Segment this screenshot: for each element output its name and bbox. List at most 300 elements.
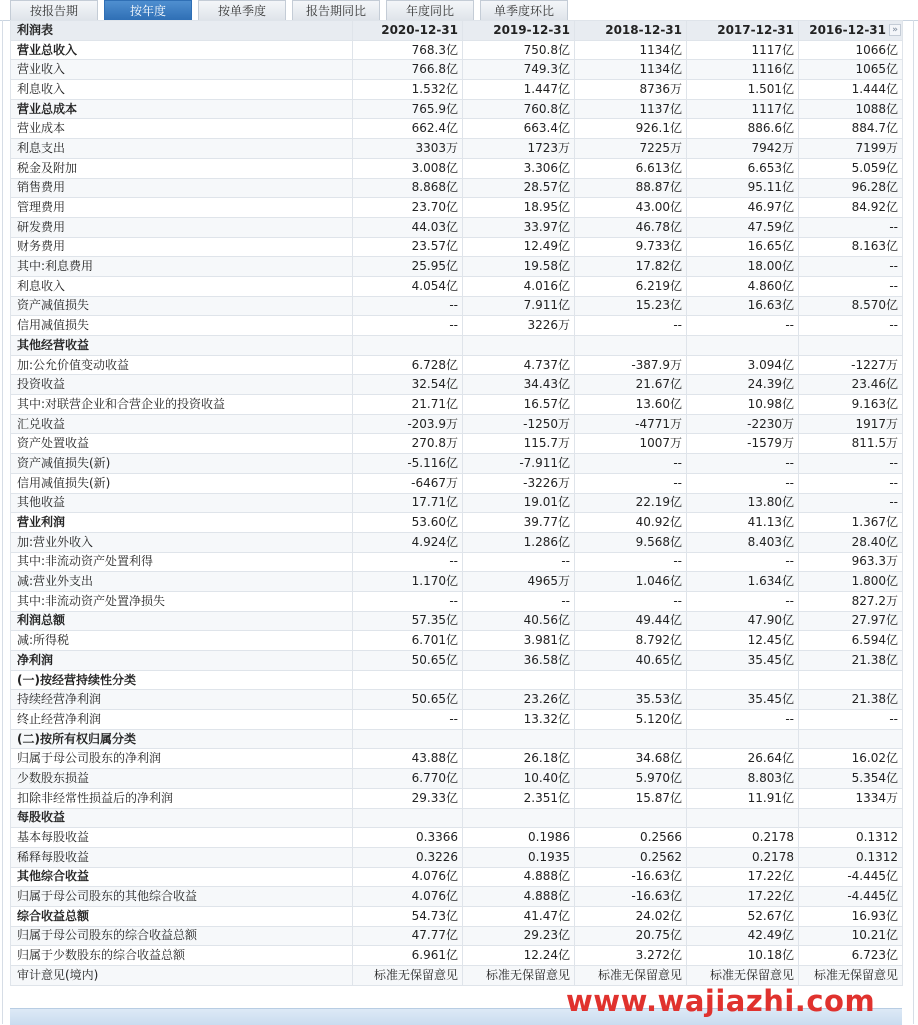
cell-value: -- (353, 552, 463, 572)
cell-value: -- (799, 316, 903, 336)
cell-value: 3226万 (463, 316, 575, 336)
cell-value: 47.77亿 (353, 926, 463, 946)
table-row (11, 99, 903, 119)
cell-value: 13.80亿 (687, 493, 799, 513)
cell-value: 24.39亿 (687, 375, 799, 395)
cell-value: 13.32亿 (463, 710, 575, 730)
cell-value: 7.911亿 (463, 296, 575, 316)
cell-value: -- (799, 276, 903, 296)
row-label: 持续经营净利润 (11, 690, 353, 710)
cell-value: 7942万 (687, 139, 799, 159)
cell-value: 16.93亿 (799, 906, 903, 926)
cell-value (575, 729, 687, 749)
cell-value (575, 670, 687, 690)
cell-value: -- (353, 591, 463, 611)
cell-value: 21.71亿 (353, 395, 463, 415)
cell-value: 28.57亿 (463, 178, 575, 198)
cell-value: 3.094亿 (687, 355, 799, 375)
cell-value: -- (799, 493, 903, 513)
cell-value: 4.016亿 (463, 276, 575, 296)
cell-value: 34.43亿 (463, 375, 575, 395)
cell-value: 43.88亿 (353, 749, 463, 769)
table-row (11, 493, 903, 513)
row-label: 其他经营收益 (11, 336, 353, 356)
cell-value: 40.65亿 (575, 651, 687, 671)
cell-value: 22.19亿 (575, 493, 687, 513)
cell-value: 1917万 (799, 414, 903, 434)
cell-value: 0.1312 (799, 847, 903, 867)
cell-value: 28.40亿 (799, 532, 903, 552)
cell-value: 4.076亿 (353, 867, 463, 887)
row-label: 汇兑收益 (11, 414, 353, 434)
cell-value: -- (687, 473, 799, 493)
cell-value: 6.653亿 (687, 158, 799, 178)
cell-value: 1116亿 (687, 60, 799, 80)
row-label: 其他综合收益 (11, 867, 353, 887)
cell-value: 17.71亿 (353, 493, 463, 513)
row-label: 稀释每股收益 (11, 847, 353, 867)
cell-value: 17.22亿 (687, 887, 799, 907)
cell-value: 95.11亿 (687, 178, 799, 198)
cell-value: 39.77亿 (463, 513, 575, 533)
row-label: 投资收益 (11, 375, 353, 395)
cell-value: 1723万 (463, 139, 575, 159)
table-row (11, 375, 903, 395)
row-label: 减:营业外支出 (11, 572, 353, 592)
cell-value: 1137亿 (575, 99, 687, 119)
cell-value: 12.24亿 (463, 946, 575, 966)
cell-value: -- (353, 710, 463, 730)
cell-value: 16.65亿 (687, 237, 799, 257)
cell-value: 49.44亿 (575, 611, 687, 631)
cell-value: -- (799, 473, 903, 493)
cell-value (687, 808, 799, 828)
row-label: 归属于少数股东的综合收益总额 (11, 946, 353, 966)
table-row (11, 611, 903, 631)
table-row (11, 316, 903, 336)
table-row (11, 119, 903, 139)
table-row (11, 60, 903, 80)
cell-value: 827.2万 (799, 591, 903, 611)
table-row (11, 828, 903, 848)
cell-value (463, 336, 575, 356)
table-title: 利润表 (11, 21, 353, 41)
cell-value: 8.803亿 (687, 769, 799, 789)
cell-value: 9.163亿 (799, 395, 903, 415)
cell-value: 41.13亿 (687, 513, 799, 533)
cell-value: 884.7亿 (799, 119, 903, 139)
table-body (11, 40, 903, 985)
table-row (11, 80, 903, 100)
cell-value: 9.733亿 (575, 237, 687, 257)
cell-value: 25.95亿 (353, 257, 463, 277)
tab-by-year[interactable]: 按年度 (104, 0, 192, 20)
row-label: 利息收入 (11, 80, 353, 100)
cell-value: 6.728亿 (353, 355, 463, 375)
cell-value: 3.981亿 (463, 631, 575, 651)
table-row (11, 414, 903, 434)
table-row (11, 473, 903, 493)
tab-by-single-quarter[interactable]: 按单季度 (198, 0, 286, 20)
cell-value: -16.63亿 (575, 867, 687, 887)
cell-value: 4.924亿 (353, 532, 463, 552)
cell-value: 16.63亿 (687, 296, 799, 316)
cell-value: 749.3亿 (463, 60, 575, 80)
cell-value: -- (463, 591, 575, 611)
cell-value: 27.97亿 (799, 611, 903, 631)
cell-value: 18.00亿 (687, 257, 799, 277)
row-label: 终止经营净利润 (11, 710, 353, 730)
cell-value: -- (687, 552, 799, 572)
cell-value: 4.860亿 (687, 276, 799, 296)
cell-value: 46.78亿 (575, 217, 687, 237)
double-chevron-right-icon[interactable]: » (889, 24, 901, 36)
cell-value (575, 336, 687, 356)
cell-value: 12.49亿 (463, 237, 575, 257)
table-row (11, 217, 903, 237)
cell-value: 6.219亿 (575, 276, 687, 296)
cell-value: 26.18亿 (463, 749, 575, 769)
row-label: 管理费用 (11, 198, 353, 218)
cell-value: 32.54亿 (353, 375, 463, 395)
table-row (11, 847, 903, 867)
tab-by-report-period[interactable]: 按报告期 (10, 0, 98, 20)
cell-value: 760.8亿 (463, 99, 575, 119)
cell-value: 0.3366 (353, 828, 463, 848)
column-header: 2020-12-31 (353, 21, 463, 41)
table-header-row (11, 21, 903, 41)
cell-value: 4.888亿 (463, 867, 575, 887)
cell-value: -16.63亿 (575, 887, 687, 907)
cell-value: 0.2566 (575, 828, 687, 848)
cell-value: -203.9万 (353, 414, 463, 434)
cell-value: 43.00亿 (575, 198, 687, 218)
row-label: 利息支出 (11, 139, 353, 159)
cell-value: 750.8亿 (463, 40, 575, 60)
cell-value: -- (353, 296, 463, 316)
cell-value: 6.961亿 (353, 946, 463, 966)
table-row (11, 651, 903, 671)
cell-value: 标准无保留意见 (687, 966, 799, 986)
cell-value (353, 336, 463, 356)
table-row (11, 769, 903, 789)
cell-value: -- (799, 257, 903, 277)
cell-value: 6.770亿 (353, 769, 463, 789)
cell-value: 15.87亿 (575, 788, 687, 808)
table-row (11, 40, 903, 60)
cell-value: 1.367亿 (799, 513, 903, 533)
table-row (11, 946, 903, 966)
row-label: 归属于母公司股东的净利润 (11, 749, 353, 769)
row-label: 营业利润 (11, 513, 353, 533)
tab-report-period-yoy[interactable]: 报告期同比 (292, 0, 380, 20)
row-label: 综合收益总额 (11, 906, 353, 926)
cell-value: 2.351亿 (463, 788, 575, 808)
cell-value: 标准无保留意见 (799, 966, 903, 986)
cell-value: 5.970亿 (575, 769, 687, 789)
row-label: 资产减值损失 (11, 296, 353, 316)
cell-value: 9.568亿 (575, 532, 687, 552)
table-row (11, 670, 903, 690)
column-header (799, 21, 903, 41)
cell-value: 23.26亿 (463, 690, 575, 710)
cell-value: 7199万 (799, 139, 903, 159)
table-row (11, 552, 903, 572)
cell-value: -- (687, 454, 799, 474)
row-label: 减:所得税 (11, 631, 353, 651)
cell-value: 1088亿 (799, 99, 903, 119)
cell-value: 11.91亿 (687, 788, 799, 808)
cell-value: 0.3226 (353, 847, 463, 867)
table-row (11, 690, 903, 710)
cell-value (799, 729, 903, 749)
cell-value: 1066亿 (799, 40, 903, 60)
cell-value: 29.23亿 (463, 926, 575, 946)
table-row (11, 729, 903, 749)
table-row (11, 887, 903, 907)
cell-value: -1250万 (463, 414, 575, 434)
cell-value: 40.92亿 (575, 513, 687, 533)
row-label: 加:营业外收入 (11, 532, 353, 552)
tab-single-quarter-qoq[interactable]: 单季度环比 (480, 0, 568, 20)
cell-value: 8.163亿 (799, 237, 903, 257)
row-label: 扣除非经常性损益后的净利润 (11, 788, 353, 808)
cell-value: 29.33亿 (353, 788, 463, 808)
cell-value: 1.532亿 (353, 80, 463, 100)
cell-value: 7225万 (575, 139, 687, 159)
cell-value: 47.59亿 (687, 217, 799, 237)
cell-value: 3303万 (353, 139, 463, 159)
cell-value: 1134亿 (575, 40, 687, 60)
cell-value (463, 670, 575, 690)
row-label: 净利润 (11, 651, 353, 671)
cell-value: -2230万 (687, 414, 799, 434)
cell-value: -387.9万 (575, 355, 687, 375)
cell-value: -5.116亿 (353, 454, 463, 474)
cell-value: -- (575, 473, 687, 493)
cell-value: -- (799, 454, 903, 474)
cell-value (353, 729, 463, 749)
cell-value: 270.8万 (353, 434, 463, 454)
cell-value: 1117亿 (687, 40, 799, 60)
table-row (11, 158, 903, 178)
cell-value: 1.170亿 (353, 572, 463, 592)
table-row (11, 296, 903, 316)
table-row (11, 572, 903, 592)
table-row (11, 867, 903, 887)
cell-value: 5.059亿 (799, 158, 903, 178)
cell-value: 23.46亿 (799, 375, 903, 395)
row-label: 利息收入 (11, 276, 353, 296)
cell-value: 1.800亿 (799, 572, 903, 592)
cell-value: -1227万 (799, 355, 903, 375)
cell-value: 23.70亿 (353, 198, 463, 218)
table-row (11, 257, 903, 277)
cell-value: 8.792亿 (575, 631, 687, 651)
cell-value: 0.1986 (463, 828, 575, 848)
cell-value: 1.634亿 (687, 572, 799, 592)
cell-value: 1007万 (575, 434, 687, 454)
cell-value: 46.97亿 (687, 198, 799, 218)
table-row (11, 749, 903, 769)
cell-value: 50.65亿 (353, 651, 463, 671)
cell-value (575, 808, 687, 828)
cell-value: 1.444亿 (799, 80, 903, 100)
row-label: 其中:利息费用 (11, 257, 353, 277)
row-label: 加:公允价值变动收益 (11, 355, 353, 375)
cell-value: 1.447亿 (463, 80, 575, 100)
cell-value: 19.01亿 (463, 493, 575, 513)
table-row (11, 926, 903, 946)
cell-value: -4.445亿 (799, 887, 903, 907)
cell-value: 5.354亿 (799, 769, 903, 789)
cell-value (353, 808, 463, 828)
cell-value: 19.58亿 (463, 257, 575, 277)
table-row (11, 178, 903, 198)
row-label: 其中:非流动资产处置净损失 (11, 591, 353, 611)
cell-value: 0.2562 (575, 847, 687, 867)
row-label: 利润总额 (11, 611, 353, 631)
cell-value: 23.57亿 (353, 237, 463, 257)
cell-value: -- (575, 454, 687, 474)
row-label: 销售费用 (11, 178, 353, 198)
cell-value: 6.701亿 (353, 631, 463, 651)
cell-value: 768.3亿 (353, 40, 463, 60)
row-label: 研发费用 (11, 217, 353, 237)
cell-value: 1117亿 (687, 99, 799, 119)
cell-value: -7.911亿 (463, 454, 575, 474)
cell-value: -- (687, 710, 799, 730)
cell-value: 811.5万 (799, 434, 903, 454)
cell-value: 765.9亿 (353, 99, 463, 119)
cell-value: 10.21亿 (799, 926, 903, 946)
cell-value: 1134亿 (575, 60, 687, 80)
cell-value: 24.02亿 (575, 906, 687, 926)
cell-value: 20.75亿 (575, 926, 687, 946)
cell-value: 0.1312 (799, 828, 903, 848)
cell-value: 36.58亿 (463, 651, 575, 671)
column-header: 2019-12-31 (463, 21, 575, 41)
row-label: 信用减值损失 (11, 316, 353, 336)
row-label: 审计意见(境内) (11, 966, 353, 986)
cell-value: 16.02亿 (799, 749, 903, 769)
table-row (11, 395, 903, 415)
table-row (11, 710, 903, 730)
row-label: (二)按所有权归属分类 (11, 729, 353, 749)
cell-value: 18.95亿 (463, 198, 575, 218)
table-row (11, 513, 903, 533)
cell-value: -3226万 (463, 473, 575, 493)
cell-value: 35.45亿 (687, 690, 799, 710)
cell-value: -- (799, 710, 903, 730)
table-row (11, 336, 903, 356)
cell-value: 1.501亿 (687, 80, 799, 100)
cell-value: -- (575, 552, 687, 572)
row-label: 营业成本 (11, 119, 353, 139)
cell-value: -1579万 (687, 434, 799, 454)
cell-value (687, 729, 799, 749)
cell-value (799, 808, 903, 828)
cell-value: 0.1935 (463, 847, 575, 867)
table-row (11, 591, 903, 611)
table-row (11, 966, 903, 986)
cell-value: 4.737亿 (463, 355, 575, 375)
cell-value: 41.47亿 (463, 906, 575, 926)
table-row (11, 906, 903, 926)
row-label: 营业总成本 (11, 99, 353, 119)
cell-value: 21.67亿 (575, 375, 687, 395)
cell-value: -- (687, 316, 799, 336)
cell-value: -- (687, 591, 799, 611)
cell-value: 4965万 (463, 572, 575, 592)
cell-value: -4771万 (575, 414, 687, 434)
cell-value: 21.38亿 (799, 651, 903, 671)
cell-value: 0.2178 (687, 828, 799, 848)
watermark: www.wajiazhi.com (566, 984, 876, 1018)
column-header: 2017-12-31 (687, 21, 799, 41)
cell-value: 4.888亿 (463, 887, 575, 907)
cell-value: 1.046亿 (575, 572, 687, 592)
table-row (11, 631, 903, 651)
cell-value: 标准无保留意见 (353, 966, 463, 986)
cell-value: 44.03亿 (353, 217, 463, 237)
cell-value: -- (575, 591, 687, 611)
row-label: 税金及附加 (11, 158, 353, 178)
cell-value: 84.92亿 (799, 198, 903, 218)
cell-value (799, 670, 903, 690)
cell-value: 16.57亿 (463, 395, 575, 415)
cell-value: 1334万 (799, 788, 903, 808)
cell-value: 17.22亿 (687, 867, 799, 887)
cell-value: 8.570亿 (799, 296, 903, 316)
row-label: 营业收入 (11, 60, 353, 80)
row-label: 资产减值损失(新) (11, 454, 353, 474)
cell-value: 926.1亿 (575, 119, 687, 139)
cell-value: 35.53亿 (575, 690, 687, 710)
table-row (11, 808, 903, 828)
cell-value (353, 670, 463, 690)
tab-annual-yoy[interactable]: 年度同比 (386, 0, 474, 20)
cell-value: 886.6亿 (687, 119, 799, 139)
cell-value: 10.40亿 (463, 769, 575, 789)
cell-value: -- (353, 316, 463, 336)
cell-value: 42.49亿 (687, 926, 799, 946)
cell-value: 47.90亿 (687, 611, 799, 631)
cell-value: 8.868亿 (353, 178, 463, 198)
cell-value: 13.60亿 (575, 395, 687, 415)
table-row (11, 434, 903, 454)
tab-bar (0, 0, 918, 21)
cell-value: 1065亿 (799, 60, 903, 80)
cell-value (463, 729, 575, 749)
cell-value: 96.28亿 (799, 178, 903, 198)
row-label: (一)按经营持续性分类 (11, 670, 353, 690)
cell-value: 标准无保留意见 (575, 966, 687, 986)
cell-value: 8736万 (575, 80, 687, 100)
table-row (11, 139, 903, 159)
row-label: 其他收益 (11, 493, 353, 513)
cell-value: 6.723亿 (799, 946, 903, 966)
row-label: 信用减值损失(新) (11, 473, 353, 493)
cell-value (687, 336, 799, 356)
cell-value: 54.73亿 (353, 906, 463, 926)
row-label: 少数股东损益 (11, 769, 353, 789)
cell-value: 3.272亿 (575, 946, 687, 966)
cell-value: 4.054亿 (353, 276, 463, 296)
cell-value (463, 808, 575, 828)
row-label: 每股收益 (11, 808, 353, 828)
cell-value: 21.38亿 (799, 690, 903, 710)
